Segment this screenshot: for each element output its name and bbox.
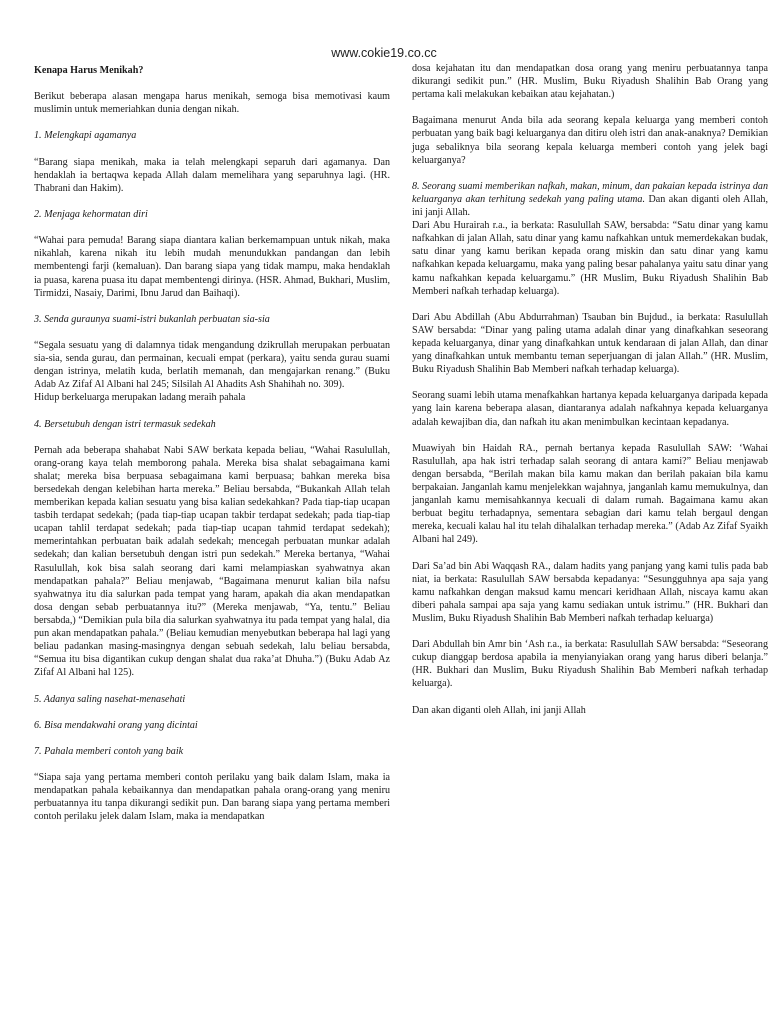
article-title: Kenapa Harus Menikah? xyxy=(34,65,144,76)
closing-line: Dan akan diganti oleh Allah, ini janji Allah xyxy=(412,704,586,716)
section-8-paragraph xyxy=(412,180,768,219)
site-url: www.cokie19.co.cc xyxy=(331,46,437,60)
question-paragraph: Bagaimana menurut Anda bila ada seorang kepala keluarga yang memberi contoh perbuatan yang baik bagi keluarganya dan ditiru oleh istri dan anak-anaknya? Demikian juga sebaliknya bila seorang kepala keluarga memberi contoh yang jelek bagi keluarganya? xyxy=(412,115,768,166)
hadith-tsauban: Dari Abu Abdillah (Abu Abdurrahman) Tsauban bin Bujdud., ia berkata: Rasulullah SAW bersabda: “Dinar yang paling utama adalah dinar yang dinafkahkan seseorang kepada keluarganya, dinar yang dinafkahkan untuk kendaraan di jalan Allah, dan dinar yang dinafkahkan untuk membantu teman seperjuangan di jalan Allah.” (HR. Muslim, Buku Riyadush Shalihin Bab Memberi nafkah terhadap keluarga). xyxy=(412,311,768,376)
section-3-body: “Segala sesuatu yang di dalamnya tidak mengandung dzikrullah merupakan perbuatan sia-sia, senda gurau, dan permainan, kecuali empat (perkara), yaitu senda gurau suami dengan istrinya, melatih kuda, berlatih memanah, dan mengajarkan renang.” (Buku Adab Az Zifaf Al Albani hal 245; Silsilah Al Ahadits Ash Shahihah no. 309). xyxy=(34,339,390,391)
section-2-heading: 2. Menjaga kehormatan diri xyxy=(34,209,148,221)
section-8-heading: 8. Seorang suami memberikan nafkah, makan, minum, dan pakaian kepada istrinya dan keluarganya akan terhitung sedekah yang paling utama. xyxy=(412,180,768,205)
hadith-saad: Dari Sa’ad bin Abi Waqqash RA., dalam hadits yang panjang yang kami tulis pada bab niat, ia berkata: Rasulullah SAW bersabda kepadanya: “Sesungguhnya apa saja yang kamu nafkahkan dengan maksud kamu mencari keridhaan Allah, niscaya kamu akan diberi pahala sampai apa saja yang kamu sediakan untuk istrimu.” (HR. Bukhari dan Muslim, Buku Riyadush Shalihin Bab Memberi nafkah terhadap keluarga) xyxy=(412,560,768,624)
section-7-body: “Siapa saja yang pertama memberi contoh perilaku yang baik dalam Islam, maka ia mendapatkan pahala kebaikannya dan mendapatkan pahala orang-orang yang meniru perbuatannya itu tanpa dikurangi sedikit pun. Dan barang siapa yang pertama memberi contoh perilaku jelek dalam Islam, maka ia mendapatkan xyxy=(34,772,390,823)
nafkah-explanation: Seorang suami lebih utama menafkahkan hartanya kepada keluarganya daripada kepada yang lain karena beberapa alasan, diantaranya adalah nafkahnya kepada keluarganya adalah kewajiban dia, dan nafkah itu akan menimbulkan kecintaan kepadanya. xyxy=(412,390,768,428)
hadith-abdullah: Dari Abdullah bin Amr bin ‘Ash r.a., ia berkata: Rasulullah SAW bersabda: “Seseorang cukup dianggap berdosa apabila ia menyianyiakan orang yang harus diberi belanja.” (HR. Bukhari dan Muslim, Buku Riyadush Shalihin Bab Memberi nafkah terhadap keluarga). xyxy=(412,639,768,690)
section-7-heading: 7. Pahala memberi contoh yang baik xyxy=(34,745,184,757)
left-column xyxy=(34,64,390,823)
section-5-heading: 5. Adanya saling nasehat-menasehati xyxy=(34,693,186,705)
right-column xyxy=(412,62,768,717)
hadith-abu-hurairah: Dari Abu Hurairah r.a., ia berkata: Rasulullah SAW, bersabda: “Satu dinar yang kamu nafkahkan di jalan Allah, satu dinar yang kamu nafkahkan untuk memerdekakan budak, satu dinar yang kamu berikan kepada orang miskin dan satu dinar yang kamu nafkahkan kepada keluargamu, maka yang paling besar pahalanya yaitu satu dinar yang kamu nafkahkan kepada keluargamu.” (HR Muslim, Buku Riyadush Shalihin Bab Memberi nafkah terhadap keluarga). xyxy=(412,220,768,297)
section-1-body: “Barang siapa menikah, maka ia telah melengkapi separuh dari agamanya. Dan hendaklah ia bertaqwa kepada Allah dalam memelihara yang separuhnya lagi. (HR. Thabrani dan Hakim). xyxy=(34,156,390,194)
section-2-body: “Wahai para pemuda! Barang siapa diantara kalian berkemampuan untuk nikah, maka nikahlah, karena nikah itu lebih mudah menundukkan pandangan dan lebih membentengi farji (kemaluan). Dan barang siapa yang tidak mampu, maka hendaklah ia puasa, karena puasa itu dapat membentengi dirinya. (HSR. Ahmad, Bukhari, Muslim, Tirmidzi, Nasaiy, Darimi, Ibnu Jarud dan Baihaqi). xyxy=(34,235,390,299)
section-3-heading: 3. Senda guraunya suami-istri bukanlah perbuatan sia-sia xyxy=(34,313,270,325)
section-4-body: Pernah ada beberapa shahabat Nabi SAW berkata kepada beliau, “Wahai Rasulullah, orang-orang kaya telah memborong pahala. Mereka bisa shalat sebagaimana kami shalat; mereka bisa berpuasa sebagaimana kami berpuasa; bahkan mereka bisa bersedekah dengan kelebihan harta mereka.” Beliau bersabda, “Bukankah Allah telah memberikan kepada kalian sesuatu yang bisa kalian sedekahkan? Pada tiap-tiap ucapan tasbih terdapat sedekah; (pada tiap-tiap ucapan takbir terdapat sedekah; pada tiap-tiap ucapan tahlil terdapat sedekah; pada tiap-tiap ucapan tahmid terdapat sedekah); memerintahkan perbuatan baik adalah sedekah; mencegah perbuatan munkar adalah sedekah; dan kalian bersetubuh dengan istri pun sedekah.” Mereka bertanya, “Wahai Rasulullah, kok bisa salah seorang dari kami melampiaskan syahwatnya akan mendapatkan pahala?” Beliau menjawab, “Bagaimana menurut kalian bila nafsu syahwatnya itu dia salurkan pada tempat yang haram, apakah dia akan mendapatkan dosa dengan sebab perbuatannya itu?” (Mereka menjawab, “Ya, tentu.” Beliau bersabda,) “Demikian pula bila dia salurkan syahwatnya itu pada tempat yang halal, dia pun akan mendapatkan pahala.” (Beliau kemudian menyebutkan beberapa hal lagi yang beliau padankan masing-masingnya dengan sebuah sedekah, lalu beliau bersabda, “Semua itu bisa digantikan cukup dengan shalat dua raka’at Dhuha.”) (Buku Adab Az Zifaf Al Albani hal 125). xyxy=(34,444,390,679)
section-8-tail: Dan akan diganti oleh Allah, ini janji Allah. xyxy=(412,193,768,219)
section-4-heading: 4. Bersetubuh dengan istri termasuk sedekah xyxy=(34,418,216,430)
section-1-heading: 1. Melengkapi agamanya xyxy=(34,130,137,142)
hadith-muawiyah: Muawiyah bin Haidah RA., pernah bertanya kepada Rasulullah SAW: ‘Wahai Rasulullah, apa hak istri terhadap salah seorang di antara kami?” Beliau menjawab dengan bersabda, “Berilah makan bila kamu makan dan berilah pakaian bila kamu berpakaian. Janganlah kamu menjelekkan wajahnya, janganlah kamu memukulnya, dan janganlah kamu memisahkannya kecuali di dalam rumah. Bagaimana kamu akan berbuat begitu terhadapnya, sementara sebagian dari kamu telah bergaul dengan mereka, kecuali kalau hal itu telah dihalalkan terhadap mereka.” (Adab Az Zifaf Syaikh Albani hal 249). xyxy=(412,442,768,546)
section-3-note: Hidup berkeluarga merupakan ladang meraih pahala xyxy=(34,392,246,404)
continued-paragraph: dosa kejahatan itu dan mendapatkan dosa orang yang meniru perbuatannya tanpa dikurangi sedikit pun.” (HR. Muslim, Buku Riyadush Shalihin Bab Orang yang pertama kali melakukan kebaikan atau kejahatan.) xyxy=(412,63,768,101)
section-6-heading: 6. Bisa mendakwahi orang yang dicintai xyxy=(34,719,198,731)
intro-paragraph: Berikut beberapa alasan mengapa harus menikah, semoga bisa memotivasi kaum muslimin untuk memeriahkan dunia dengan nikah. xyxy=(34,91,390,116)
